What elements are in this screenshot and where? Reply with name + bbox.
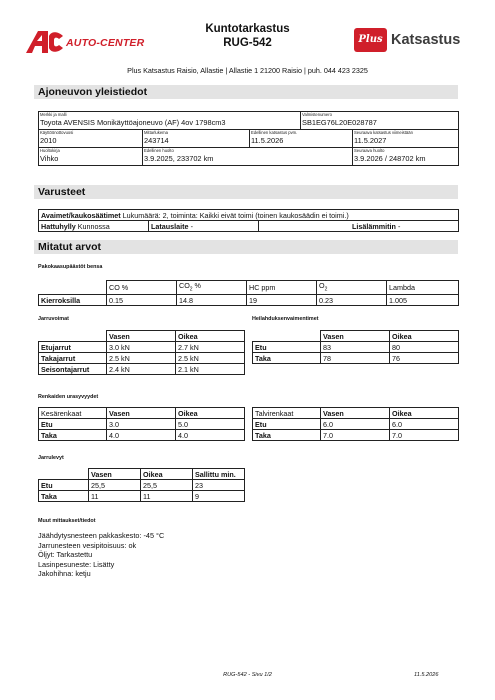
service-book-value: Vihko — [40, 154, 59, 163]
document-title-line1: Kuntotarkastus — [205, 23, 290, 35]
winter-row-label: Etu — [253, 419, 321, 430]
brakes-col-left: Vasen — [107, 331, 176, 342]
emissions-col-hc: HC ppm — [247, 281, 317, 295]
discs-col-left: Vasen — [89, 469, 141, 480]
section-measurements-heading: Mitatut arvot — [34, 240, 458, 254]
emissions-col-co: CO % — [107, 281, 177, 295]
brakes-row-label: Etujarrut — [39, 342, 107, 353]
summer-row-label: Etu — [39, 419, 107, 430]
discs-right-value: 25,5 — [141, 480, 193, 491]
discs-right-value: 11 — [141, 491, 193, 502]
heater-value: - — [397, 221, 401, 231]
brakes-left-value: 2.5 kN — [107, 353, 176, 364]
vin-label: Valmistenumero — [302, 112, 332, 117]
brakes-corner — [39, 331, 107, 342]
vin-value: SB1EG76L20E028787 — [302, 118, 377, 127]
discs-row-label: Taka — [39, 491, 89, 502]
auto-center-logo-text: AUTO-CENTER — [66, 37, 145, 49]
heater-label: Lisälämmitin — [352, 221, 396, 231]
service-book-cell — [39, 148, 143, 166]
shocks-col-left: Vasen — [321, 331, 390, 342]
discs-left-value: 25,5 — [89, 480, 141, 491]
summer-col-left: Vasen — [107, 408, 176, 419]
next-inspection-value: 11.5.2027 — [354, 136, 387, 145]
shocks-col-right: Oikea — [390, 331, 459, 342]
make-model-label: Merkki ja malli — [40, 112, 67, 117]
winter-right-value: 6.0 — [390, 419, 459, 430]
station-info: Plus Katsastus Raisio, Allastie | Allastie 1 21200 Raisio | puh. 044 423 2325 — [127, 66, 368, 75]
shocks-row-label: Taka — [253, 353, 321, 364]
charger-label: Latauslaite — [151, 221, 189, 231]
shocks-left-value: 83 — [321, 342, 390, 353]
emissions-hc-value: 19 — [247, 295, 317, 306]
equipment-table — [38, 209, 459, 232]
tires-title: Renkaiden urasyvyydet — [38, 394, 99, 400]
section-equipment-heading: Varusteet — [34, 185, 458, 199]
emissions-lambda-value: 1.005 — [387, 295, 459, 306]
emissions-title: Pakokaasupäästöt bensa — [38, 264, 103, 270]
next-service-value: 3.9.2026 / 248702 km — [354, 154, 426, 163]
other-line-timing-belt: Jakohihna: ketju — [38, 569, 91, 579]
other-measurements-list — [38, 531, 164, 579]
other-measurements-title: Muut mittaukset/tiedot — [38, 518, 96, 524]
emissions-row-label: Kierroksilla — [39, 295, 107, 306]
brakes-right-value: 2.7 kN — [176, 342, 245, 353]
prev-inspection-label: Edellinen katsastus pvm. — [251, 130, 298, 135]
discs-row-label: Etu — [39, 480, 89, 491]
winter-left-value: 6.0 — [321, 419, 390, 430]
summer-left-value: 3.0 — [107, 419, 176, 430]
brakes-right-value: 2.5 kN — [176, 353, 245, 364]
emissions-co-value: 0.15 — [107, 295, 177, 306]
keys-label: Avaimet/kaukosäätimet — [41, 210, 121, 220]
brakes-col-right: Oikea — [176, 331, 245, 342]
footer-date: 11.5.2026 — [414, 672, 439, 678]
emissions-co2-value: 14.8 — [177, 295, 247, 306]
odometer-cell — [143, 130, 250, 148]
emissions-col-lambda: Lambda — [387, 281, 459, 295]
shocks-right-value: 76 — [390, 353, 459, 364]
brake-discs-table — [38, 468, 245, 502]
winter-tires-table — [252, 407, 459, 441]
other-line-washer: Lasinpesuneste: Lisätty — [38, 559, 115, 569]
winter-tires-label: Talvirenkaat — [253, 408, 321, 419]
year-label: Käyttöönottovuosi — [40, 130, 74, 135]
winter-left-value: 7.0 — [321, 430, 390, 441]
auto-center-logo-mark — [24, 30, 64, 54]
shocks-title: Heilahduksenvaimentimet — [252, 316, 319, 322]
discs-min-value: 9 — [193, 491, 245, 502]
next-service-label: Seuraava huolto — [354, 148, 385, 153]
summer-tires-table — [38, 407, 245, 441]
summer-col-right: Oikea — [176, 408, 245, 419]
shocks-right-value: 80 — [390, 342, 459, 353]
prev-inspection-cell — [250, 130, 353, 148]
shelf-label: Hattuhylly — [41, 221, 76, 231]
keys-row — [39, 210, 459, 221]
brakes-left-value: 3.0 kN — [107, 342, 176, 353]
make-model-value: Toyota AVENSIS Monikäyttöajoneuvo (AF) 4ov 1798cm3 — [40, 118, 226, 127]
year-cell — [39, 130, 143, 148]
make-model-cell — [39, 112, 301, 130]
next-inspection-cell — [353, 130, 459, 148]
odometer-value: 243714 — [144, 136, 169, 145]
winter-col-left: Vasen — [321, 408, 390, 419]
discs-min-value: 23 — [193, 480, 245, 491]
brakes-right-value: 2.1 kN — [176, 364, 245, 375]
shelf-cell — [39, 221, 149, 232]
last-service-value: 3.9.2025, 233702 km — [144, 154, 214, 163]
document-title-registration: RUG-542 — [223, 37, 272, 49]
year-value: 2010 — [40, 136, 57, 145]
shocks-left-value: 78 — [321, 353, 390, 364]
charger-cell — [149, 221, 259, 232]
summer-right-value: 5.0 — [176, 419, 245, 430]
shocks-corner — [253, 331, 321, 342]
brake-discs-title: Jarrulevyt — [38, 455, 64, 461]
charger-value: - — [190, 221, 193, 231]
vin-cell — [301, 112, 459, 130]
other-line-coolant: Jäähdytysnesteen pakkaskesto: -45 °C — [38, 531, 165, 540]
general-info-table — [38, 111, 459, 166]
brakes-row-label: Takajarrut — [39, 353, 107, 364]
emissions-corner — [39, 281, 107, 295]
summer-row-label: Taka — [39, 430, 107, 441]
discs-left-value: 11 — [89, 491, 141, 502]
katsastus-logo-text: Katsastus — [391, 32, 461, 48]
summer-right-value: 4.0 — [176, 430, 245, 441]
page-footer: RUG-542 - Sivu 1/2 — [223, 672, 272, 678]
last-service-cell — [143, 148, 353, 166]
brakes-row-label: Seisontajarrut — [39, 364, 107, 375]
other-line-oils: Öljyt: Tarkastettu — [38, 550, 93, 560]
keys-value: Lukumäärä: 2, toiminta: Kaikki eivät toimi (toinen kaukosäädin ei toimi.) — [122, 210, 349, 220]
shocks-row-label: Etu — [253, 342, 321, 353]
brakes-table — [38, 330, 245, 375]
other-line-brake-fluid: Jarrunesteen vesipitoisuus: ok — [38, 540, 137, 550]
winter-right-value: 7.0 — [390, 430, 459, 441]
auto-center-logo — [24, 30, 152, 54]
winter-row-label: Taka — [253, 430, 321, 441]
plus-katsastus-logo — [354, 28, 474, 52]
emissions-o2-value: 0.23 — [317, 295, 387, 306]
shocks-table — [252, 330, 459, 364]
document-title — [160, 22, 335, 50]
next-service-cell — [353, 148, 459, 166]
summer-tires-label: Kesärenkaat — [39, 408, 107, 419]
last-service-label: Edellinen huolto — [144, 148, 174, 153]
service-book-label: Huoltokirja — [40, 148, 60, 153]
winter-col-right: Oikea — [390, 408, 459, 419]
odometer-label: Mittarlukema — [144, 130, 168, 135]
discs-col-min: Sallittu min. — [193, 469, 245, 480]
summer-left-value: 4.0 — [107, 430, 176, 441]
prev-inspection-value: 11.5.2026 — [251, 136, 284, 145]
brakes-title: Jarruvoimat — [38, 316, 69, 322]
emissions-col-co2: $CO_2$ % — [177, 281, 247, 295]
plus-badge: Plus — [354, 28, 387, 52]
next-inspection-label: Seuraava katsastus viimeistään — [354, 130, 413, 135]
discs-col-right: Oikea — [141, 469, 193, 480]
emissions-col-o2: $O_2$ — [317, 281, 387, 295]
discs-corner — [39, 469, 89, 480]
section-general-heading: Ajoneuvon yleistiedot — [34, 85, 458, 99]
emissions-table — [38, 280, 459, 306]
shelf-value: Kunnossa — [77, 221, 110, 231]
heater-cell — [259, 221, 459, 232]
brakes-left-value: 2.4 kN — [107, 364, 176, 375]
